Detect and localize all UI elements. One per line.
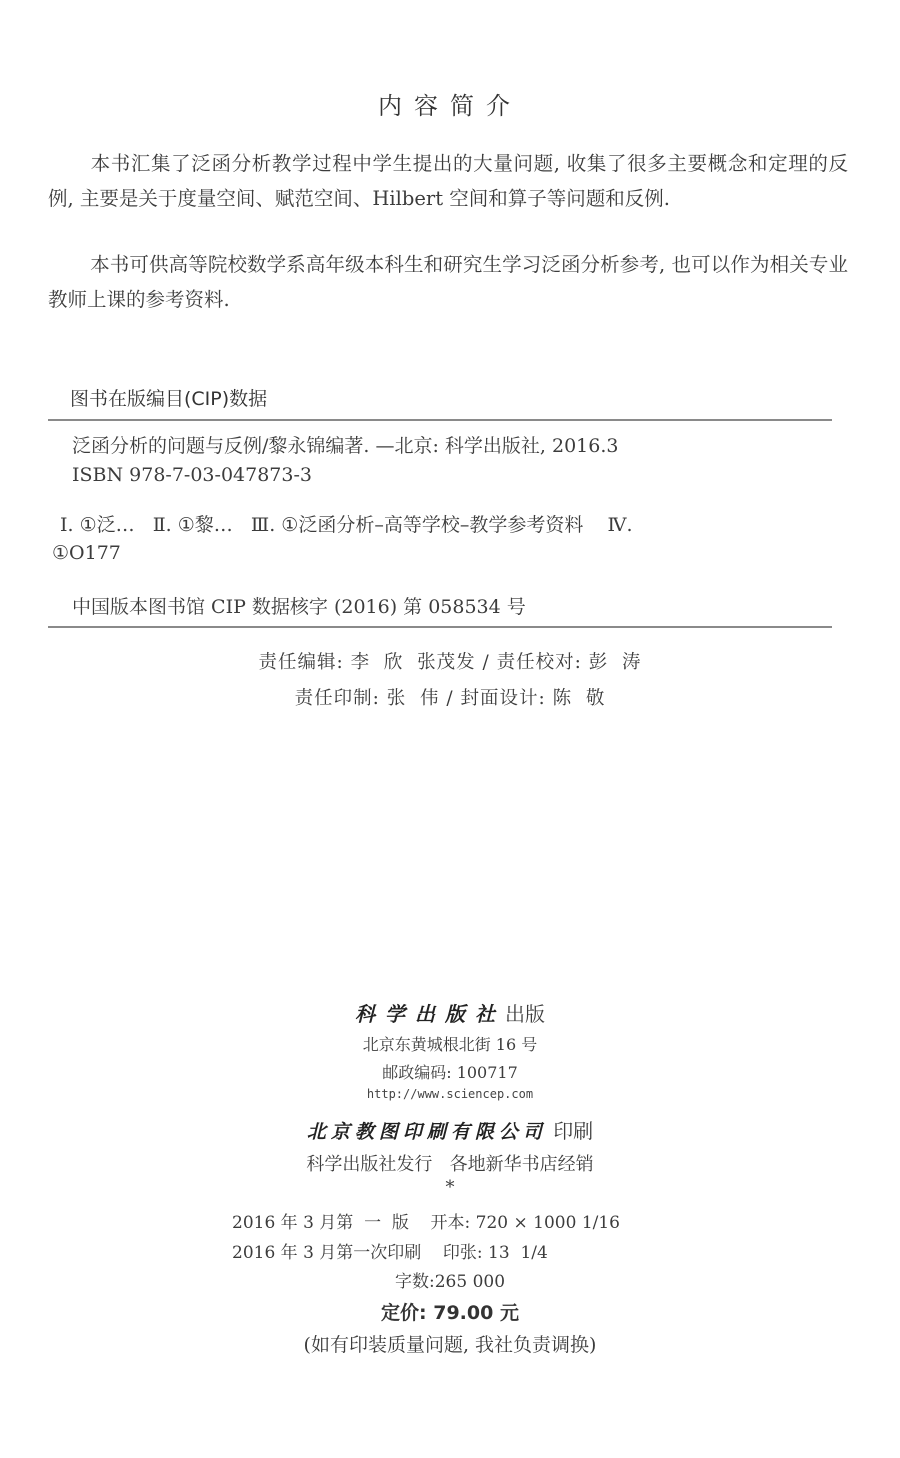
cip-number: 中国版本图书馆 CIP 数据核字 (2016) 第 058534 号 [72, 596, 526, 618]
publisher-postcode: 邮政编码: 100717 [382, 1063, 518, 1082]
cip-bottom-rule [48, 626, 832, 628]
cip-top-rule [48, 419, 832, 421]
cip-isbn: ISBN 978-7-03-047873-3 [72, 464, 312, 486]
intro-paragraph-2-text: 本书可供高等院校数学系高年级本科生和研究生学习泛函分析参考, 也可以作为相关专业教师上课的参考资料. [48, 253, 848, 311]
separator-asterisk: * [445, 1177, 455, 1198]
publisher-address: 北京东黄城根北街 16 号 [362, 1035, 538, 1054]
printer-line [0, 1115, 900, 1144]
quality-notice: (如有印装质量问题, 我社负责调换) [303, 1334, 597, 1356]
publisher-website: http://www.sciencep.com [366, 1087, 534, 1101]
publisher-role: 出版 [505, 1002, 545, 1026]
cip-title-line: 泛函分析的问题与反例/黎永锦编著. —北京: 科学出版社, 2016.3 [72, 435, 619, 457]
price: 定价: 79.00 元 [381, 1302, 519, 1324]
distribution-line: 科学出版社发行 各地新华书店经销 [306, 1154, 594, 1175]
edition-line-2: 2016 年 3 月第一次印刷 印张: 13 1/4 [232, 1243, 548, 1263]
edition-line-1: 2016 年 3 月第 一 版 开本: 720 × 1000 1/16 [232, 1213, 620, 1233]
credits-line-2: 责任印制: 张 伟 / 封面设计: 陈 敬 [294, 688, 606, 709]
printer-role: 印刷 [553, 1119, 594, 1143]
cip-heading: 图书在版编目(CIP)数据 [70, 388, 268, 410]
printer-name: 北京教图印刷有限公司 [306, 1121, 547, 1143]
publisher-name: 科学出版社 [355, 1002, 505, 1026]
credits-line-1: 责任编辑: 李 欣 张茂发 / 责任校对: 彭 涛 [258, 652, 642, 673]
intro-paragraph-1-text: 本书汇集了泛函分析教学过程中学生提出的大量问题, 收集了很多主要概念和定理的反例, 主要是关于度量空间、赋范空间、Hilbert 空间和算子等问题和反例. [48, 152, 848, 210]
publisher-line [0, 998, 900, 1027]
page-title: 内容简介 [378, 92, 522, 120]
cip-classification-2: ①O177 [52, 542, 121, 564]
intro-paragraph-2 [48, 247, 848, 317]
cip-classification-1: Ⅰ. ①泛… Ⅱ. ①黎… Ⅲ. ①泛函分析–高等学校–教学参考资料 Ⅳ. [60, 514, 633, 536]
word-count: 字数:265 000 [394, 1272, 506, 1292]
intro-paragraph-1 [48, 146, 848, 216]
